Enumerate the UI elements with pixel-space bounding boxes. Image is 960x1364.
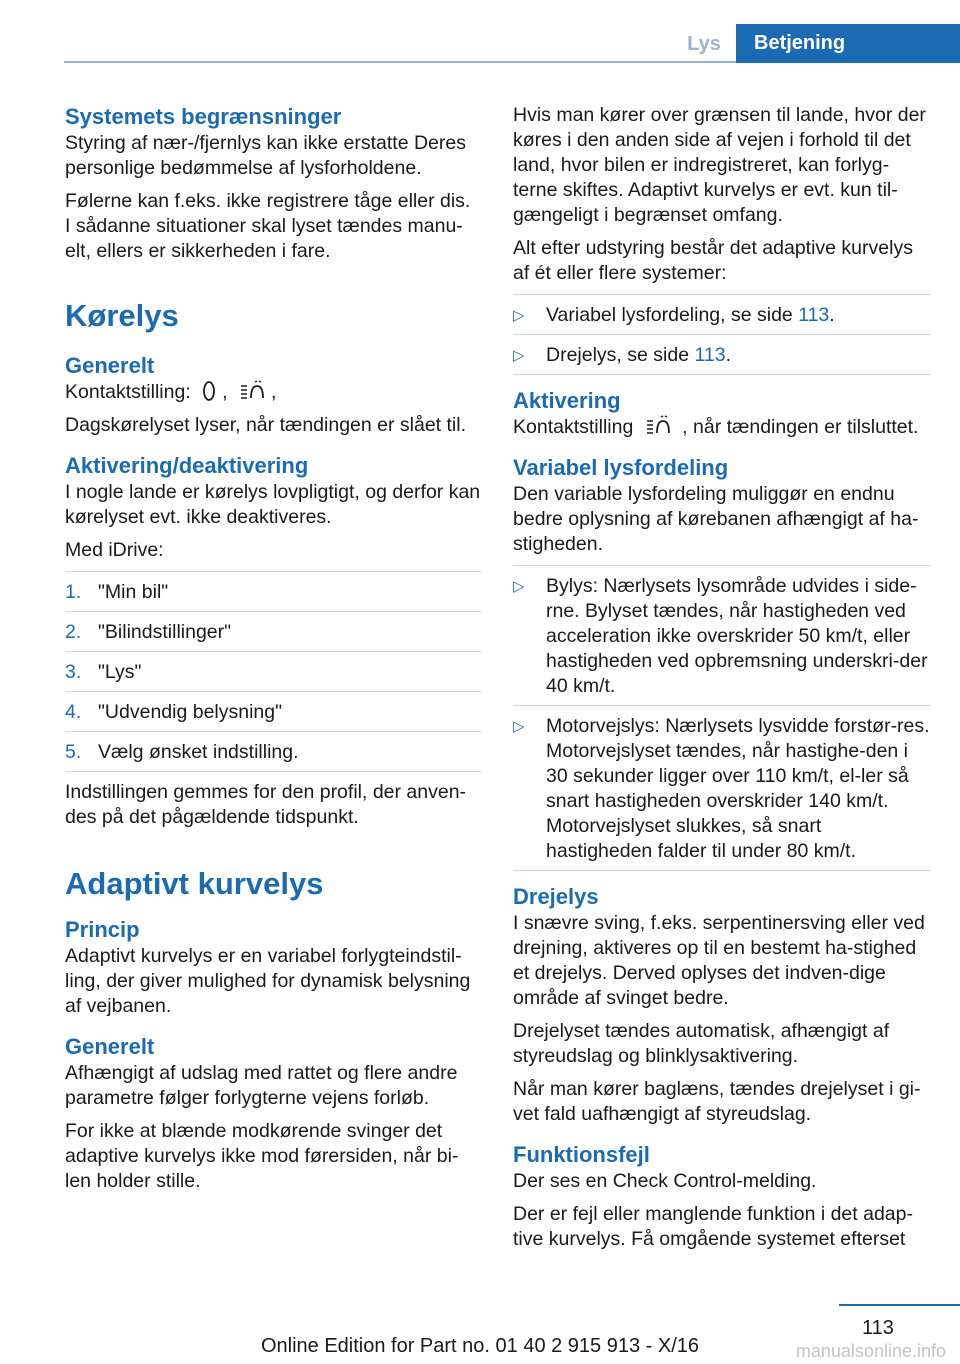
paragraph: Dagskørelyset lyser, når tændingen er slået til. [65, 414, 467, 436]
heading-korelys: Kørelys [65, 298, 179, 333]
heading-adaptive-curve-light: Adaptivt kurvelys [65, 866, 324, 901]
paragraph: Med iDrive: [65, 539, 164, 561]
paragraph: I nogle lande er kørelys lovpligtigt, og derfor kan kørelyset evt. ikke deaktiveres. [65, 481, 481, 528]
page-link[interactable]: 113 [798, 304, 830, 326]
list-item: 2. "Bilindstillinger" [65, 612, 481, 652]
heading-aktivering: Aktivering [513, 388, 621, 413]
page-number: 113 [862, 1317, 894, 1339]
list-item: ▷ Variabel lysfordeling, se side 113. [513, 294, 931, 335]
heading-variable-light-distribution: Variabel lysfordeling [513, 455, 729, 480]
footer-rule [839, 1304, 960, 1306]
paragraph: For ikke at blænde modkørende svinger det adaptive kurvelys ikke mod førersiden, når bi-len holder stille. [65, 1120, 459, 1192]
light-modes-list [513, 565, 931, 871]
paragraph: Drejelyset tændes automatisk, afhængigt af styreudslag og blinklysaktivering. [513, 1020, 890, 1067]
idrive-steps-list [65, 571, 481, 772]
paragraph: Følerne kan f.eks. ikke registrere tåge eller dis. I sådanne situationer skal lyset tændes manu-elt, ellers er sikkerheden i fare. [65, 190, 471, 262]
list-item: 4. "Udvendig belysning" [65, 692, 481, 732]
ignition-off-icon [202, 380, 216, 402]
paragraph: Adaptivt kurvelys er en variabel forlygteindstil-ling, der giver mulighed for dynamisk belysning af vejbanen. [65, 945, 471, 1017]
triangle-bullet-icon: ▷ [513, 347, 525, 364]
systems-list [513, 294, 931, 375]
triangle-bullet-icon: ▷ [513, 718, 525, 735]
list-item: 5. Vælg ønsket indstilling. [65, 732, 481, 772]
ignition-positions: Kontaktstilling: , , [65, 381, 277, 403]
list-item: ▷ Motorvejslys: Nærlysets lysvidde forstør-res. Motorvejslyset tændes, når hastighe-den i 30 sekunder ligger over 110 km/t, el-ler så snart hastigheden overskrider 140 km/t. Motorvejslyset slukkes, så snart hastigheden falder til under 80 km/t. [513, 706, 931, 871]
paragraph: I snævre sving, f.eks. serpentinersving eller ved drejning, aktiveres op til en bestemt ha-stighed et drejelys. Derved oplyses det indven-dige område af svinget bedre. [513, 912, 925, 1009]
watermark: manualsonline.info [795, 1341, 946, 1361]
paragraph: Styring af nær-/fjernlys kan ikke erstatte Deres personlige bedømmelse af lysforholdene. [65, 132, 466, 179]
heading-princip: Princip [65, 917, 140, 942]
left-column [65, 103, 481, 1202]
right-column [513, 103, 931, 1260]
ignition-on-icon [239, 380, 265, 402]
edition-footer: Online Edition for Part no. 01 40 2 915 913 - X/16 [260, 1335, 700, 1357]
paragraph: Der er fejl eller manglende funktion i det adap-tive kurvelys. Få omgående systemet efterset [513, 1203, 913, 1250]
list-item: ▷ Drejelys, se side 113. [513, 335, 931, 375]
ignition-on-icon [645, 415, 671, 437]
triangle-bullet-icon: ▷ [513, 578, 525, 595]
heading-activation-deactivation: Aktivering/deaktivering [65, 453, 309, 478]
paragraph: Indstillingen gemmes for den profil, der anven-des på det pågældende tidspunkt. [65, 781, 467, 828]
page-link[interactable]: 113 [694, 344, 726, 366]
paragraph: Den variable lysfordeling muliggør en endnu bedre oplysning af kørebanen afhængigt af ha-stigheden. [513, 483, 919, 555]
paragraph: Der ses en Check Control-melding. [513, 1170, 817, 1192]
heading-drejelys: Drejelys [513, 884, 599, 909]
heading-generelt: Generelt [65, 353, 155, 378]
header-chapter-tab: Betjening [736, 24, 960, 63]
triangle-bullet-icon: ▷ [513, 307, 525, 324]
heading-generelt: Generelt [65, 1034, 155, 1059]
paragraph: Når man kører baglæns, tændes drejelyset i gi-vet fald uafhængigt af styreudslag. [513, 1078, 921, 1125]
paragraph: Alt efter udstyring består det adaptive kurvelys af ét eller flere systemer: [513, 237, 913, 284]
list-item: ▷ Bylys: Nærlysets lysområde udvides i side-rne. Bylyset tændes, når hastigheden ved acceleration ikke overskrider 50 km/t, eller hastigheden ved opbremsning underskri-der 40 km/t. [513, 565, 931, 706]
heading-malfunction: Funktionsfejl [513, 1142, 650, 1167]
list-item: 1. "Min bil" [65, 571, 481, 612]
heading-system-limits: Systemets begrænsninger [65, 104, 342, 129]
paragraph: Afhængigt af udslag med rattet og flere andre parametre følger forlygterne vejens forløb. [65, 1062, 458, 1109]
header-section-label: Lys [687, 33, 721, 55]
paragraph: Hvis man kører over grænsen til lande, hvor der køres i den anden side af vejen i forhold til det land, hvor bilen er indregistreret, kan forlyg-terne skiftes. Adaptivt kurvelys er evt. kun til-gængeligt i begrænset omfang. [513, 104, 926, 226]
ignition-activation: Kontaktstilling , når tændingen er tilsluttet. [513, 416, 919, 438]
list-item: 3. "Lys" [65, 652, 481, 692]
